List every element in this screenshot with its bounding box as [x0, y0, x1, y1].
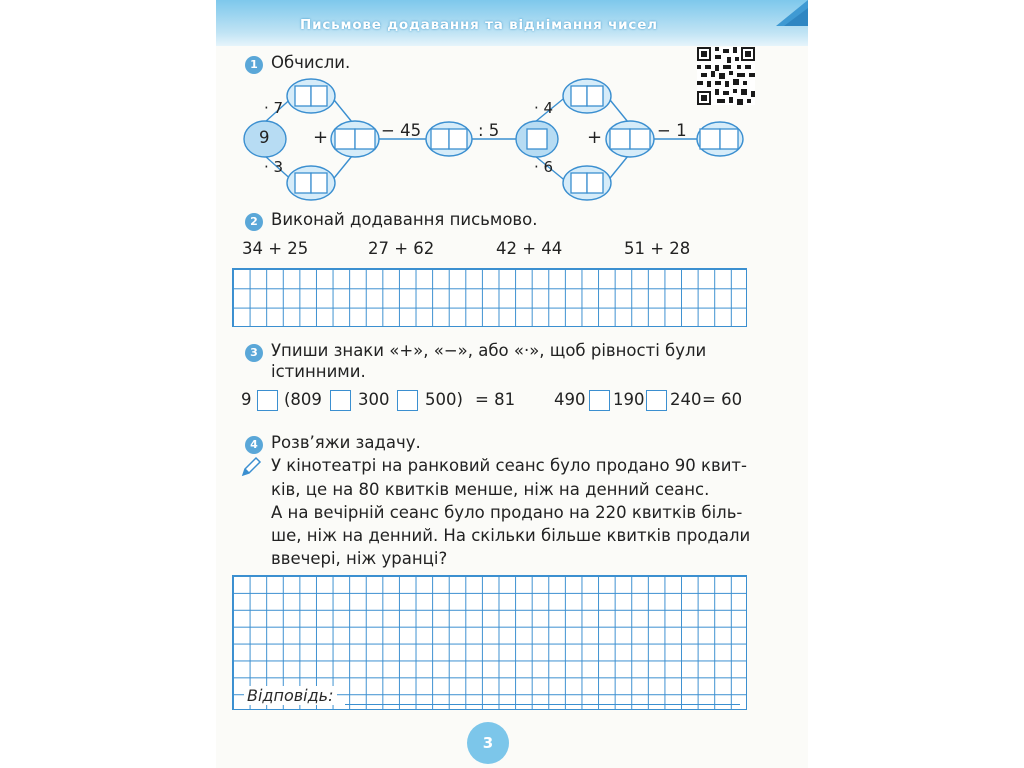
- sign-box-2[interactable]: [330, 390, 351, 411]
- sign-box-1[interactable]: [257, 390, 278, 411]
- mul-top-left: · 7: [264, 99, 284, 117]
- task-3-instruction-line-1: Упиши знаки «+», «−», або «·», щоб рівності були: [271, 341, 707, 360]
- answer-cell[interactable]: [295, 86, 311, 106]
- answer-cell[interactable]: [610, 129, 630, 149]
- eq2-term-c: 240: [670, 390, 702, 409]
- answer-cell[interactable]: [720, 129, 738, 149]
- start-number: 9: [259, 128, 270, 147]
- mul-bottom-left: · 3: [264, 158, 284, 176]
- answer-cell[interactable]: [431, 129, 449, 149]
- answer-label: Відповідь:: [244, 686, 337, 705]
- answer-cell[interactable]: [571, 173, 587, 193]
- answer-line[interactable]: [345, 704, 740, 705]
- task-2-number: 2: [245, 213, 263, 231]
- answer-cell[interactable]: [311, 86, 327, 106]
- answer-cell[interactable]: [587, 173, 603, 193]
- eq2-term-b: 190: [613, 390, 645, 409]
- eq1-term-c: 500): [425, 390, 463, 409]
- task-4-instruction: Розв’яжи задачу.: [271, 433, 421, 452]
- answer-cell[interactable]: [587, 86, 603, 106]
- page-number: 3: [467, 722, 509, 764]
- computation-chain-diagram: [216, 70, 808, 210]
- expression-4: 51 + 28: [624, 239, 691, 258]
- expression-1: 34 + 25: [242, 239, 309, 258]
- answer-cell[interactable]: [311, 173, 327, 193]
- task-1-instruction: Обчисли.: [271, 53, 351, 72]
- divide-5: : 5: [478, 121, 500, 140]
- sign-box-5[interactable]: [646, 390, 667, 411]
- problem-line-4: ше, ніж на денний. На скільки більше квитків продали: [271, 526, 751, 545]
- problem-line-5: ввечері, ніж уранці?: [271, 549, 448, 568]
- expression-2: 27 + 62: [368, 239, 435, 258]
- task-3-instruction-line-2: істинними.: [271, 362, 366, 381]
- answer-cell[interactable]: [355, 129, 375, 149]
- eq2-term-a: 490: [554, 390, 586, 409]
- expression-3: 42 + 44: [496, 239, 563, 258]
- task-4-number: 4: [245, 436, 263, 454]
- sign-box-3[interactable]: [397, 390, 418, 411]
- pencil-icon: [240, 456, 262, 478]
- plus-left: +: [313, 127, 329, 148]
- problem-line-1: У кінотеатрі на ранковий сеанс було продано 90 квит-: [271, 456, 748, 475]
- answer-cell[interactable]: [630, 129, 650, 149]
- sign-box-4[interactable]: [589, 390, 610, 411]
- mul-bottom-right: · 6: [534, 158, 554, 176]
- task-3-number: 3: [245, 344, 263, 362]
- eq1-term-b: 300: [358, 390, 390, 409]
- problem-line-3: А на вечірній сеанс було продано на 220 квитків біль-: [271, 503, 743, 522]
- page-title: Письмове додавання та віднімання чисел: [300, 17, 658, 33]
- answer-cell[interactable]: [700, 129, 720, 149]
- task-2-instruction: Виконай додавання письмово.: [271, 210, 538, 229]
- answer-cell[interactable]: [449, 129, 467, 149]
- corner-tab-icon: [770, 0, 808, 26]
- minus-1: − 1: [657, 121, 687, 140]
- eq1-term-a: 9: [241, 390, 252, 409]
- eq2-result: = 60: [702, 390, 743, 409]
- answer-cell[interactable]: [571, 86, 587, 106]
- answer-cell[interactable]: [295, 173, 311, 193]
- answer-cell[interactable]: [335, 129, 355, 149]
- calculation-grid[interactable]: [232, 268, 747, 327]
- eq1-term-open: (809: [284, 390, 322, 409]
- problem-line-2: ків, це на 80 квитків менше, ніж на денний сеанс.: [271, 480, 710, 499]
- eq1-result: = 81: [475, 390, 516, 409]
- task-1-number: 1: [245, 56, 263, 74]
- plus-right: +: [587, 127, 603, 148]
- mul-top-right: · 4: [534, 99, 554, 117]
- minus-45: − 45: [381, 121, 422, 140]
- answer-cell[interactable]: [527, 129, 547, 149]
